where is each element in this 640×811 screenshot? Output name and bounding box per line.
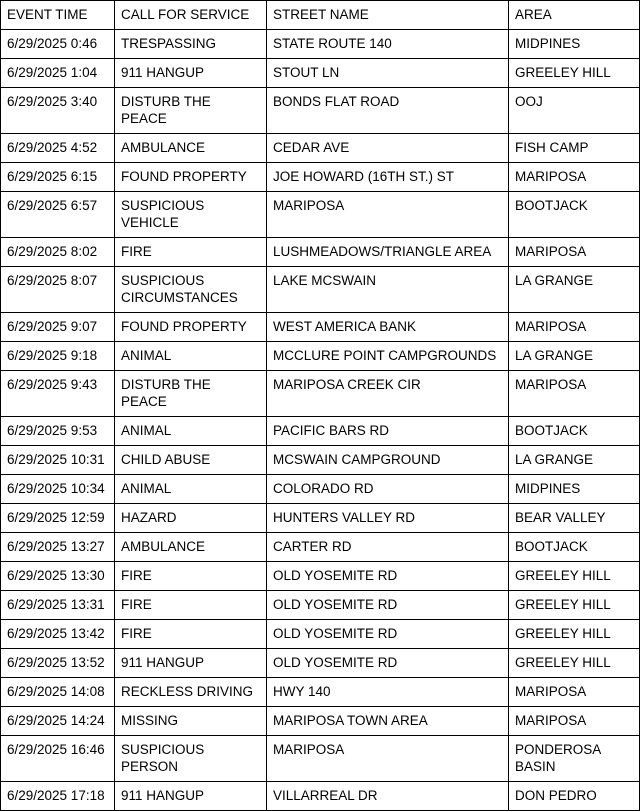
table-row bbox=[1, 88, 640, 134]
event-time-cell: 6/29/2025 9:43 bbox=[1, 371, 115, 417]
table-row bbox=[1, 342, 640, 371]
column-header-street-name: STREET NAME bbox=[267, 1, 509, 30]
street-name-cell: BONDS FLAT ROAD bbox=[267, 88, 509, 134]
call-type-cell: FOUND PROPERTY bbox=[115, 313, 267, 342]
street-name-cell: MARIPOSA bbox=[267, 736, 509, 782]
call-type-cell: FOUND PROPERTY bbox=[115, 163, 267, 192]
table-row bbox=[1, 504, 640, 533]
column-header-event-time: EVENT TIME bbox=[1, 1, 115, 30]
call-type-cell: CHILD ABUSE bbox=[115, 446, 267, 475]
table-row bbox=[1, 475, 640, 504]
street-name-cell: MCCLURE POINT CAMPGROUNDS bbox=[267, 342, 509, 371]
call-type-cell: SUSPICIOUS VEHICLE bbox=[115, 192, 267, 238]
area-cell: LA GRANGE bbox=[509, 446, 640, 475]
street-name-cell: HUNTERS VALLEY RD bbox=[267, 504, 509, 533]
event-time-cell: 6/29/2025 4:52 bbox=[1, 134, 115, 163]
table-row bbox=[1, 371, 640, 417]
area-cell: MARIPOSA bbox=[509, 371, 640, 417]
area-cell: GREELEY HILL bbox=[509, 562, 640, 591]
area-cell: GREELEY HILL bbox=[509, 591, 640, 620]
street-name-cell: MARIPOSA TOWN AREA bbox=[267, 707, 509, 736]
table-row bbox=[1, 417, 640, 446]
event-time-cell: 6/29/2025 13:31 bbox=[1, 591, 115, 620]
table-row bbox=[1, 59, 640, 88]
street-name-cell: CARTER RD bbox=[267, 533, 509, 562]
area-cell: LA GRANGE bbox=[509, 267, 640, 313]
event-time-cell: 6/29/2025 3:40 bbox=[1, 88, 115, 134]
table-row bbox=[1, 620, 640, 649]
call-type-cell: DISTURB THE PEACE bbox=[115, 371, 267, 417]
call-type-cell: 911 HANGUP bbox=[115, 59, 267, 88]
street-name-cell: STATE ROUTE 140 bbox=[267, 30, 509, 59]
event-time-cell: 6/29/2025 13:42 bbox=[1, 620, 115, 649]
call-type-cell: AMBULANCE bbox=[115, 134, 267, 163]
call-type-cell: RECKLESS DRIVING bbox=[115, 678, 267, 707]
table-row bbox=[1, 313, 640, 342]
event-time-cell: 6/29/2025 6:57 bbox=[1, 192, 115, 238]
table-row bbox=[1, 192, 640, 238]
call-type-cell: AMBULANCE bbox=[115, 533, 267, 562]
street-name-cell: LAKE MCSWAIN bbox=[267, 267, 509, 313]
event-time-cell: 6/29/2025 8:07 bbox=[1, 267, 115, 313]
area-cell: MARIPOSA bbox=[509, 313, 640, 342]
call-type-cell: ANIMAL bbox=[115, 475, 267, 504]
event-time-cell: 6/29/2025 14:08 bbox=[1, 678, 115, 707]
event-time-cell: 6/29/2025 13:52 bbox=[1, 649, 115, 678]
area-cell: BOOTJACK bbox=[509, 533, 640, 562]
table-row bbox=[1, 591, 640, 620]
event-time-cell: 6/29/2025 0:46 bbox=[1, 30, 115, 59]
street-name-cell: COLORADO RD bbox=[267, 475, 509, 504]
call-type-cell: FIRE bbox=[115, 238, 267, 267]
area-cell: GREELEY HILL bbox=[509, 620, 640, 649]
call-type-cell: DISTURB THE PEACE bbox=[115, 88, 267, 134]
area-cell: MIDPINES bbox=[509, 30, 640, 59]
event-time-cell: 6/29/2025 9:07 bbox=[1, 313, 115, 342]
street-name-cell: OLD YOSEMITE RD bbox=[267, 591, 509, 620]
area-cell: OOJ bbox=[509, 88, 640, 134]
street-name-cell: LUSHMEADOWS/TRIANGLE AREA bbox=[267, 238, 509, 267]
area-cell: MIDPINES bbox=[509, 475, 640, 504]
event-time-cell: 6/29/2025 14:24 bbox=[1, 707, 115, 736]
call-type-cell: FIRE bbox=[115, 562, 267, 591]
column-header-area: AREA bbox=[509, 1, 640, 30]
area-cell: MARIPOSA bbox=[509, 163, 640, 192]
event-time-cell: 6/29/2025 13:27 bbox=[1, 533, 115, 562]
street-name-cell: OLD YOSEMITE RD bbox=[267, 649, 509, 678]
call-type-cell: FIRE bbox=[115, 591, 267, 620]
table-row bbox=[1, 446, 640, 475]
call-type-cell: SUSPICIOUS PERSON bbox=[115, 736, 267, 782]
table-row bbox=[1, 533, 640, 562]
area-cell: MARIPOSA bbox=[509, 678, 640, 707]
street-name-cell: JOE HOWARD (16TH ST.) ST bbox=[267, 163, 509, 192]
area-cell: LA GRANGE bbox=[509, 342, 640, 371]
event-time-cell: 6/29/2025 9:53 bbox=[1, 417, 115, 446]
event-time-cell: 6/29/2025 12:59 bbox=[1, 504, 115, 533]
table-body bbox=[1, 30, 640, 811]
event-time-cell: 6/29/2025 9:18 bbox=[1, 342, 115, 371]
area-cell: BOOTJACK bbox=[509, 417, 640, 446]
event-time-cell: 6/29/2025 1:04 bbox=[1, 59, 115, 88]
table-row bbox=[1, 782, 640, 811]
area-cell: BEAR VALLEY bbox=[509, 504, 640, 533]
area-cell: BOOTJACK bbox=[509, 192, 640, 238]
area-cell: GREELEY HILL bbox=[509, 59, 640, 88]
area-cell: FISH CAMP bbox=[509, 134, 640, 163]
table-row bbox=[1, 30, 640, 59]
street-name-cell: STOUT LN bbox=[267, 59, 509, 88]
table-row bbox=[1, 562, 640, 591]
street-name-cell: CEDAR AVE bbox=[267, 134, 509, 163]
street-name-cell: OLD YOSEMITE RD bbox=[267, 620, 509, 649]
street-name-cell: MCSWAIN CAMPGROUND bbox=[267, 446, 509, 475]
call-type-cell: 911 HANGUP bbox=[115, 649, 267, 678]
table-row bbox=[1, 736, 640, 782]
call-type-cell: HAZARD bbox=[115, 504, 267, 533]
event-time-cell: 6/29/2025 8:02 bbox=[1, 238, 115, 267]
call-type-cell: 911 HANGUP bbox=[115, 782, 267, 811]
event-time-cell: 6/29/2025 13:30 bbox=[1, 562, 115, 591]
table-row bbox=[1, 163, 640, 192]
table-row bbox=[1, 134, 640, 163]
table-row bbox=[1, 649, 640, 678]
area-cell: DON PEDRO bbox=[509, 782, 640, 811]
call-type-cell: MISSING bbox=[115, 707, 267, 736]
table-row bbox=[1, 238, 640, 267]
street-name-cell: VILLARREAL DR bbox=[267, 782, 509, 811]
column-header-call-for-service: CALL FOR SERVICE bbox=[115, 1, 267, 30]
call-type-cell: FIRE bbox=[115, 620, 267, 649]
event-time-cell: 6/29/2025 10:31 bbox=[1, 446, 115, 475]
street-name-cell: WEST AMERICA BANK bbox=[267, 313, 509, 342]
area-cell: MARIPOSA bbox=[509, 238, 640, 267]
area-cell: PONDEROSA BASIN bbox=[509, 736, 640, 782]
street-name-cell: OLD YOSEMITE RD bbox=[267, 562, 509, 591]
table-row bbox=[1, 678, 640, 707]
event-time-cell: 6/29/2025 6:15 bbox=[1, 163, 115, 192]
call-type-cell: TRESPASSING bbox=[115, 30, 267, 59]
street-name-cell: MARIPOSA CREEK CIR bbox=[267, 371, 509, 417]
event-time-cell: 6/29/2025 17:18 bbox=[1, 782, 115, 811]
table-row bbox=[1, 707, 640, 736]
call-type-cell: SUSPICIOUS CIRCUMSTANCES bbox=[115, 267, 267, 313]
event-time-cell: 6/29/2025 10:34 bbox=[1, 475, 115, 504]
event-time-cell: 6/29/2025 16:46 bbox=[1, 736, 115, 782]
header-row bbox=[1, 1, 640, 30]
area-cell: GREELEY HILL bbox=[509, 649, 640, 678]
area-cell: MARIPOSA bbox=[509, 707, 640, 736]
table-row bbox=[1, 267, 640, 313]
call-type-cell: ANIMAL bbox=[115, 342, 267, 371]
street-name-cell: HWY 140 bbox=[267, 678, 509, 707]
call-type-cell: ANIMAL bbox=[115, 417, 267, 446]
street-name-cell: MARIPOSA bbox=[267, 192, 509, 238]
street-name-cell: PACIFIC BARS RD bbox=[267, 417, 509, 446]
